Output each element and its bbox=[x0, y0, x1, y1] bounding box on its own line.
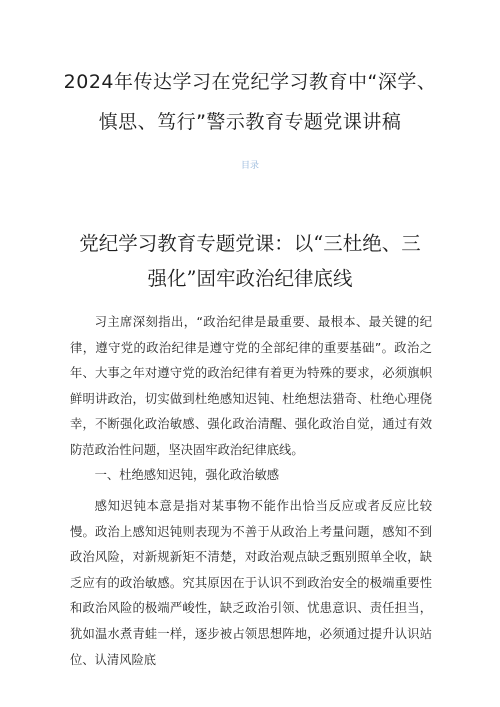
toc-link[interactable]: 目录 bbox=[240, 161, 259, 171]
section-title: 党纪学习教育专题党课：以“三杜绝、三强化”固牢政治纪律底线 bbox=[79, 232, 421, 290]
body-paragraph: 感知迟钝本意是指对某事物不能作出恰当反应或者反应比较慢。政治上感知迟钝则表现为不善于从政治上考量问题，感知不到政治风险，对新规新矩不清楚，对政治观点缺乏甄别照单全收，缺乏应有的政治敏感。究其原因在于认识不到政治安全的极端重要性和政治风险的极端严峻性，缺乏政治引领、忧患意识、责任担当，犹如温水煮青蛙一样，逐步被占领思想阵地，必须通过提升认识站位、认清风险底 bbox=[70, 499, 432, 667]
document-title: 2024年传达学习在党纪学习教育中“深学、慎思、笃行”警示教育专题党课讲稿 bbox=[63, 71, 437, 133]
subheading-1: 一、杜绝感知迟钝，强化政治敏感 bbox=[94, 468, 280, 482]
intro-paragraph: 习主席深刻指出，“政治纪律是最重要、最根本、最关键的纪律，遵守党的政治纪律是遵守党的全部纪律的重要基础”。政治之年、大事之年对遵守党的政治纪律有着更为特殊的要求，必须旗帜鲜明讲政治，切实做到杜绝感知迟钝、杜绝想法猎奇、杜绝心理侥幸，不断强化政治敏感、强化政治清醒、强化政治自觉，通过有效防范政治性问题，坚决固牢政治纪律底线。 bbox=[70, 315, 432, 457]
